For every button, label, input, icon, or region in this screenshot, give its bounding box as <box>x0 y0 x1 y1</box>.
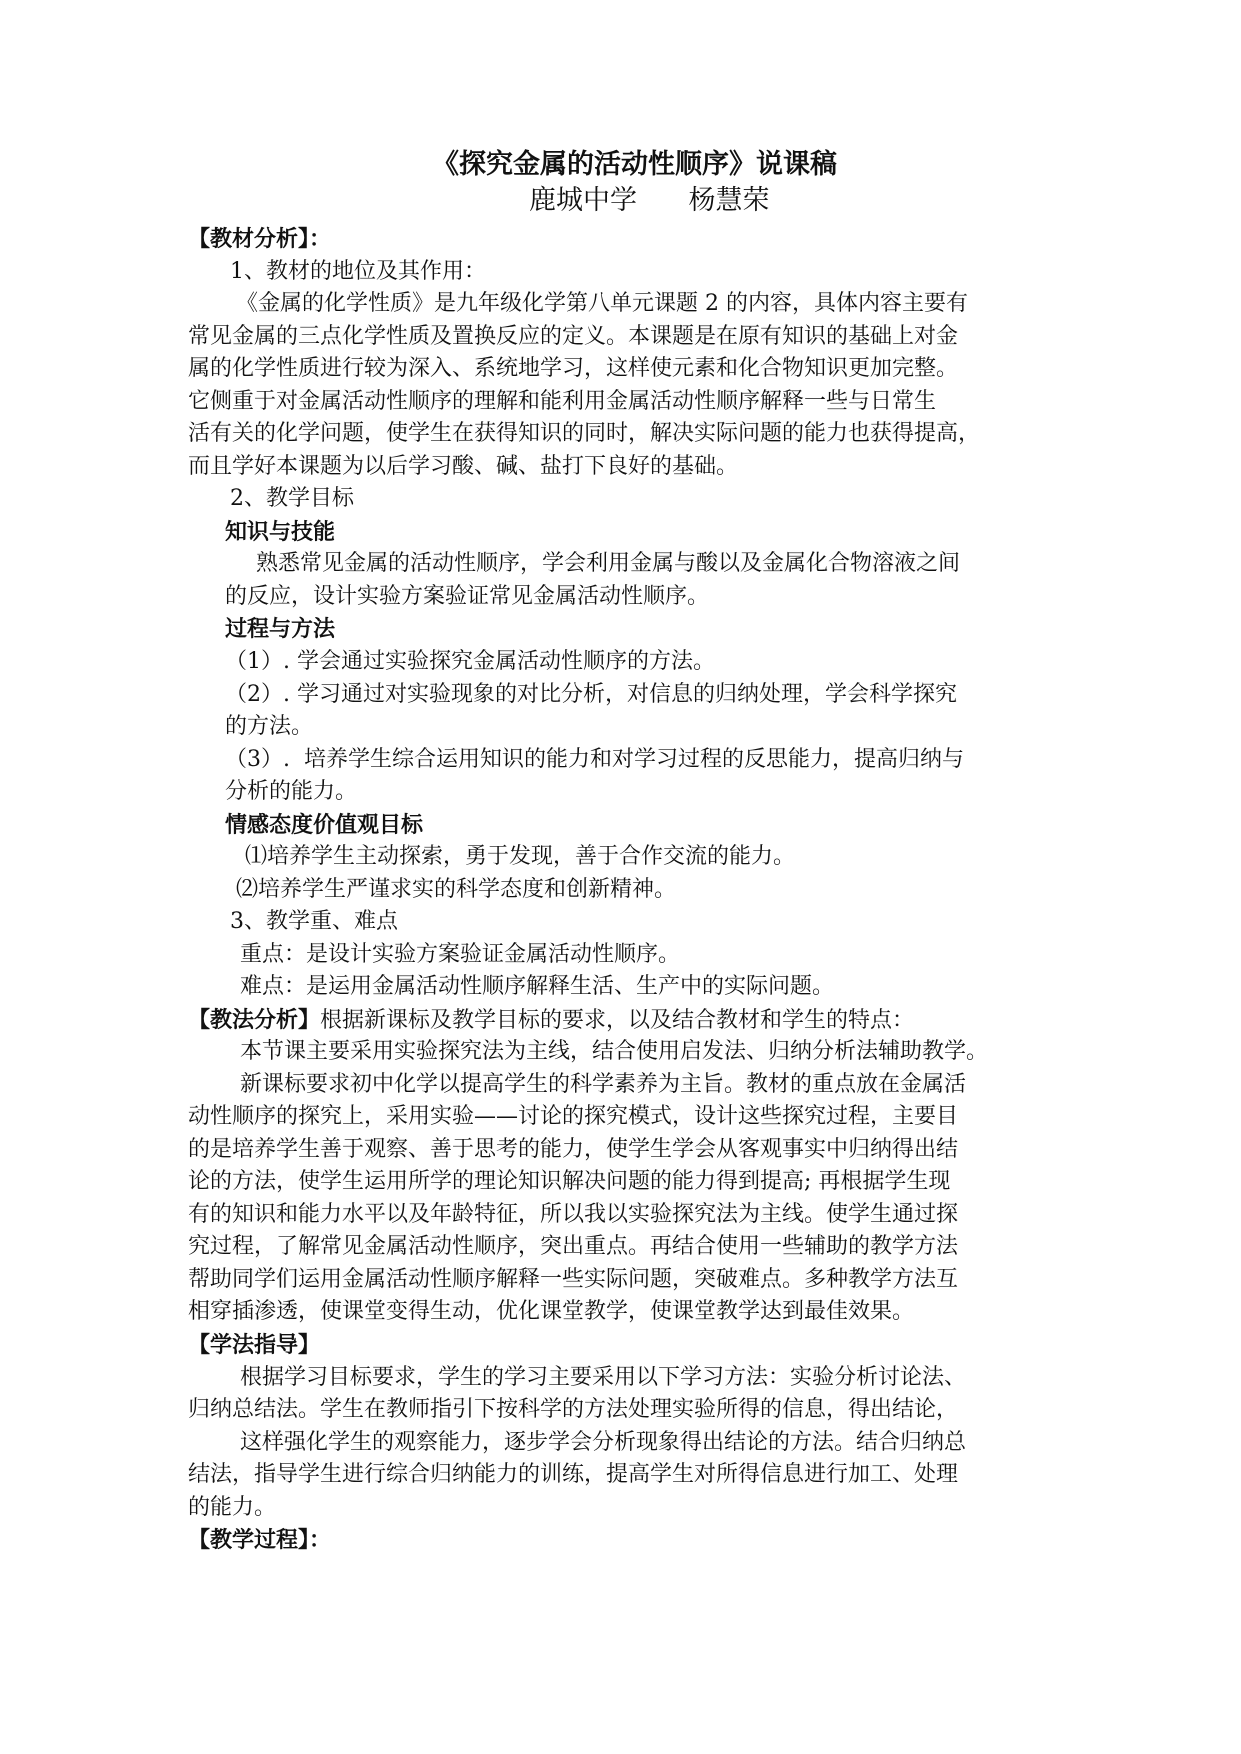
paragraph-line: 根据学习目标要求，学生的学习主要采用以下学习方法：实验分析讨论法、 <box>240 1365 967 1390</box>
method-heading-tail: 根据新课标及教学目标的要求，以及结合教材和学生的特点： <box>320 1008 915 1033</box>
paragraph-line: 动性顺序的探究上，采用实验——讨论的探究模式，设计这些探究过程，主要目 <box>188 1104 959 1129</box>
subsection-heading-goals: 2、教学目标 <box>230 486 354 511</box>
paragraph-line: 新课标要求初中化学以提高学生的科学素养为主旨。教材的重点放在金属活 <box>240 1072 967 1097</box>
paragraph-line: 而且学好本课题为以后学习酸、碱、盐打下良好的基础。 <box>188 454 739 479</box>
paragraph-line: 结法，指导学生进行综合归纳能力的训练，提高学生对所得信息进行加工、处理 <box>188 1462 959 1487</box>
goal-heading-knowledge: 知识与技能 <box>225 519 336 545</box>
paragraph-line: 的是培养学生善于观察、善于思考的能力，使学生学会从客观事实中归纳得出结 <box>188 1137 959 1162</box>
paragraph-line: 这样强化学生的观察能力，逐步学会分析现象得出结论的方法。结合归纳总 <box>240 1430 967 1455</box>
paragraph-line: 相穿插渗透，使课堂变得生动，优化课堂教学，使课堂教学达到最佳效果。 <box>188 1299 915 1324</box>
paragraph-line: 的反应，设计实验方案验证常见金属活动性顺序。 <box>225 584 710 609</box>
paragraph-line: 的能力。 <box>188 1495 277 1520</box>
section-heading-method: 【教法分析】 <box>188 1007 321 1033</box>
difficult-point: 难点：是运用金属活动性顺序解释生活、生产中的实际问题。 <box>240 974 835 999</box>
section-heading-process: 【教学过程】： <box>188 1527 332 1553</box>
list-item: （3）. 培养学生综合运用知识的能力和对学习过程的反思能力，提高归纳与 <box>225 747 964 772</box>
paragraph-line: 《金属的化学性质》是九年级化学第八单元课题 2 的内容，具体内容主要有 <box>236 291 968 316</box>
paragraph-line: 常见金属的三点化学性质及置换反应的定义。本课题是在原有知识的基础上对金 <box>188 324 959 349</box>
list-item: ⑴培养学生主动探索，勇于发现，善于合作交流的能力。 <box>245 844 796 869</box>
paragraph-line: 熟悉常见金属的活动性顺序，学会利用金属与酸以及金属化合物溶液之间 <box>256 551 961 576</box>
list-item: （1）. 学会通过实验探究金属活动性顺序的方法。 <box>225 649 715 674</box>
paragraph-line: 它侧重于对金属活动性顺序的理解和能利用金属活动性顺序解释一些与日常生 <box>188 389 937 414</box>
paragraph-line: 帮助同学们运用金属活动性顺序解释一些实际问题，突破难点。多种教学方法互 <box>188 1267 959 1292</box>
document-title: 《探究金属的活动性顺序》说课稿 <box>432 149 837 180</box>
paragraph-line: 有的知识和能力水平以及年龄特征，所以我以实验探究法为主线。使学生通过探 <box>188 1202 959 1227</box>
key-point: 重点：是设计实验方案验证金属活动性顺序。 <box>240 942 681 967</box>
author-line: 鹿城中学 杨慧荣 <box>529 185 770 216</box>
goal-heading-process: 过程与方法 <box>225 616 336 642</box>
section-heading-material: 【教材分析】： <box>188 226 332 252</box>
subsection-heading-position: 1、教材的地位及其作用： <box>230 259 486 284</box>
list-item: ⑵培养学生严谨求实的科学态度和创新精神。 <box>236 877 677 902</box>
paragraph-line: 属的化学性质进行较为深入、系统地学习，这样使元素和化合物知识更加完整。 <box>188 356 959 381</box>
subsection-heading-keypoints: 3、教学重、难点 <box>230 909 398 934</box>
paragraph-line: 本节课主要采用实验探究法为主线，结合使用启发法、归纳分析法辅助教学。 <box>240 1039 989 1064</box>
goal-heading-emotion: 情感态度价值观目标 <box>225 812 424 838</box>
list-item: （2）. 学习通过对实验现象的对比分析，对信息的归纳处理，学会科学探究 <box>225 682 957 707</box>
paragraph-line: 究过程，了解常见金属活动性顺序，突出重点。再结合使用一些辅助的教学方法 <box>188 1234 959 1259</box>
list-item: 的方法。 <box>225 714 314 739</box>
method-heading-line <box>188 1005 914 1036</box>
paragraph-line: 活有关的化学问题，使学生在获得知识的同时，解决实际问题的能力也获得提高， <box>188 421 981 446</box>
paragraph-line: 归纳总结法。学生在教师指引下按科学的方法处理实验所得的信息，得出结论， <box>188 1397 959 1422</box>
section-heading-study: 【学法指导】 <box>188 1332 321 1358</box>
list-item: 分析的能力。 <box>225 779 358 804</box>
paragraph-line: 论的方法，使学生运用所学的理论知识解决问题的能力得到提高; 再根据学生现 <box>188 1169 951 1194</box>
